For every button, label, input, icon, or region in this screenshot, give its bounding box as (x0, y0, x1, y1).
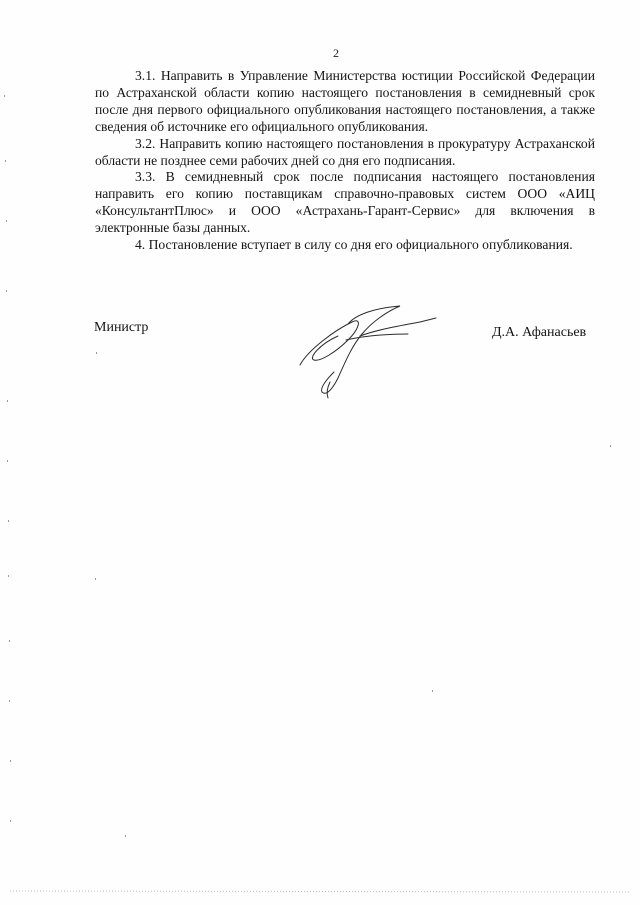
signatory-role: Министр (94, 320, 149, 335)
signatory-name: Д.А. Афанасьев (492, 325, 587, 340)
paragraph-4: 4. Постановление вступает в силу со дня его официального опубликования. (135, 237, 573, 253)
paragraph-3-3: 3.3. В семидневный срок после подписания настоящего постановления направить его копию поставщикам справочно-правовых систем ООО «АИЦ «КонсультантПлюс» и ООО «Астрахань-Гарант-Сервис» для включения в электронные базы данных. (95, 169, 595, 236)
paragraph-3-1: 3.1. Направить в Управление Министерства юстиции Российской Федерации по Астраханской области копию настоящего постановления в семидневный срок после дня первого официального опубликования настоящего постановления, а также сведения об источнике его официального опубликования. (95, 68, 595, 134)
paragraph-3-2: 3.2. Направить копию настоящего постановления в прокуратуру Астраханской области не позднее семи рабочих дней со дня его подписания. (95, 135, 595, 168)
handwritten-signature (290, 300, 440, 400)
document-body (95, 68, 595, 254)
page-number: 2 (333, 46, 339, 60)
